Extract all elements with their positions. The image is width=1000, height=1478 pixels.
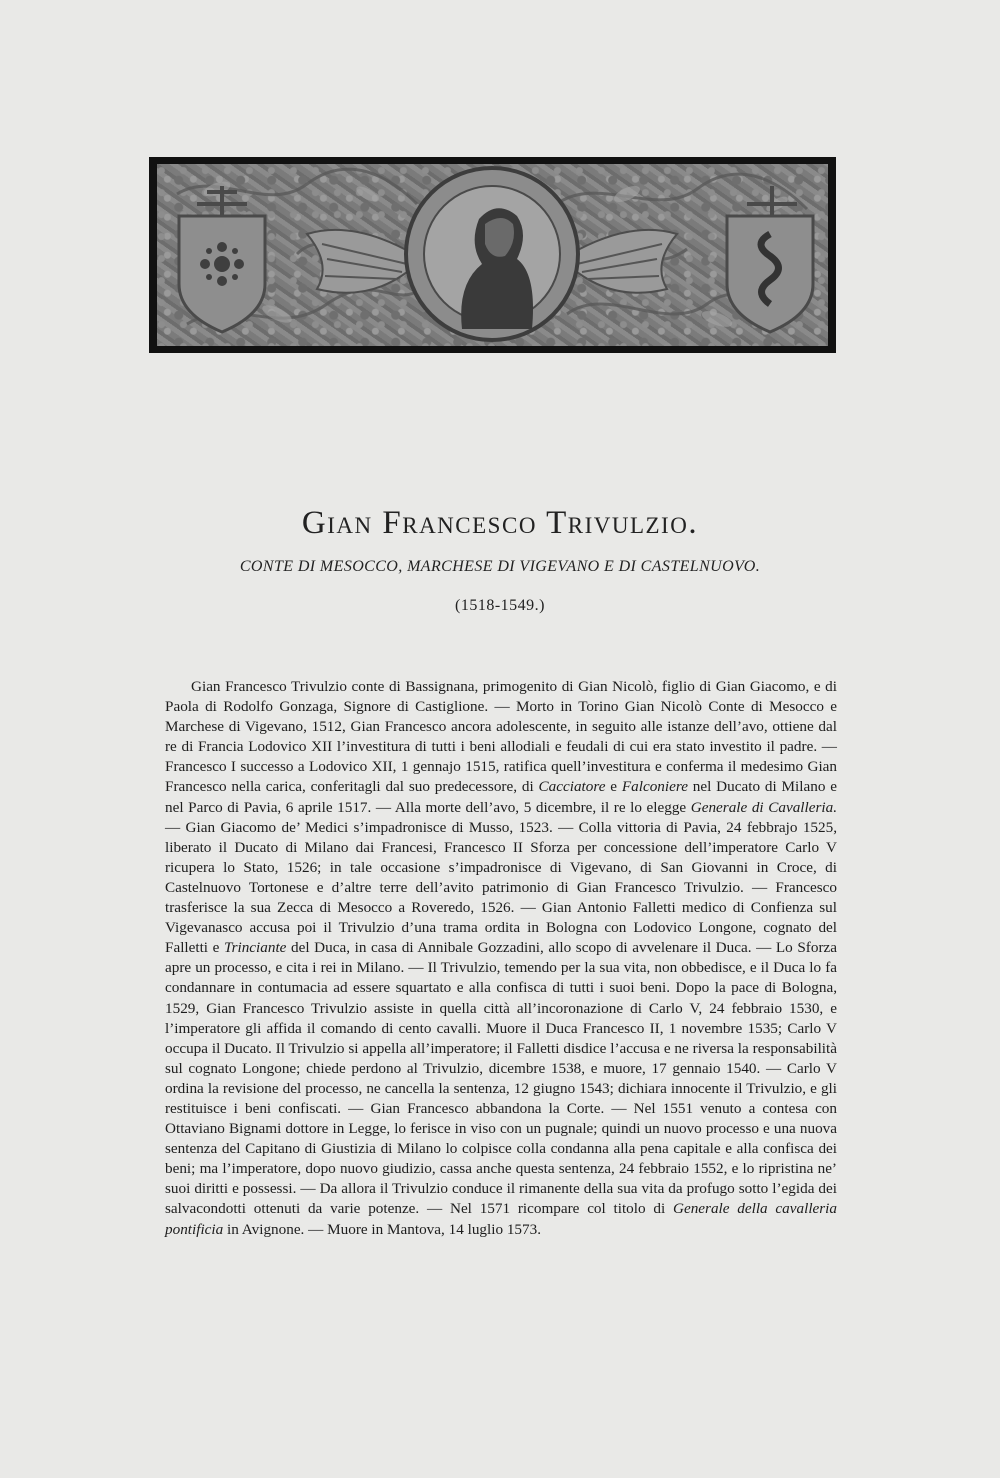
italic-term: Cacciatore <box>538 778 606 796</box>
relief-panel <box>157 164 828 346</box>
biography-text <box>165 677 837 1240</box>
right-coat-of-arms <box>727 186 813 332</box>
biography-paragraph <box>165 677 837 1240</box>
italic-term: Trinciante <box>223 939 287 957</box>
italic-term: Falconiere <box>621 778 688 796</box>
text-run: in Avignone. — Muore in Mantova, 14 luglio 1573. <box>223 1220 542 1238</box>
text-run: Gian Francesco Trivulzio conte di Bassignana, primogenito di Gian Nicolò, figlio di Gian Giacomo, e di Paola di Rodolfo Gonzaga, Signore di Castiglione. — Morto in Torino Gian Nicolò Conte di Mesocco e Marchese di Vigevano, 1512, Gian Francesco ancora adolescente, in seguito alle istanze dell’avo, ottiene dal re di Francia Lodovico XII l’investitura di tutti i beni allodiali e feudali di cui era stato investito il padre. — Francesco I successo a Lodovico XII, 1 gennajo 1515, ratifica quell’investitura e conferma il medesimo Gian Francesco nella carica, conferitagli dal suo predecessore, di <box>165 678 837 796</box>
italic-term: Generale di Cavalleria. <box>690 798 837 816</box>
page-title: Gian Francesco Trivulzio. <box>301 505 699 541</box>
text-run: — Gian Giacomo de’ Medici s’impadronisce di Musso, 1523. — Colla vittoria di Pavia, 24 febbrajo 1525, liberato il Ducato di Milano dai Francesi, Francesco II Sforza per concessione dell’imperatore Carlo V ricupera lo Stato, 1526; in tale occasione s’impadronisce di Vigevano, di San Giovanni in Croce, di Castelnuovo Tortonese e d’altre terre dell’avito patrimonio di Gian Francesco Trivulzio. — Francesco trasferisce la sua Zecca di Mesocco a Roveredo, 1526. — Gian Antonio Falletti medico di Confienza sul Vigevanasco accusa poi il Trivulzio d’una trama ordita in Bologna con Lodovico Longone, cognato del Falletti e <box>165 818 837 957</box>
relief-drawing <box>157 164 828 346</box>
text-run: e <box>605 778 622 796</box>
text-run: nel Ducato di Milano e nel Parco di Pavia, 6 aprile 1517. — Alla morte dell’avo, 5 dicembre, il re lo elegge <box>165 778 837 816</box>
page-subtitle: CONTE DI MESOCCO, MARCHESE DI VIGEVANO E DI CASTELNUOVO. <box>239 558 761 575</box>
text-run: del Duca, in casa di Annibale Gozzadini, allo scopo di avvelenare il Duca. — Lo Sforza apre un processo, e cita i rei in Milano. — Il Trivulzio, temendo per la sua vita, non obbedisce, e il Duca lo fa condannare in contumacia ad essere squartato e alla confisca di tutti i suoi beni. Dopo la pace di Bologna, 1529, Gian Francesco Trivulzio assiste in quella città all’incoronazione di Carlo V, 24 febbraio 1530, e l’imperatore gli affida il comando di cento cavalli. Muore il Duca Francesco II, 1 novembre 1535; Carlo V occupa il Ducato. Il Trivulzio si appella all’imperatore; il Falletti disdice l’accusa e ne riversa la responsabilità sul cognato Longone; chiede perdono al Trivulzio, dicembre 1538, e muore, 17 gennaio 1540. — Carlo V ordina la revisione del processo, ne cancella la sentenza, 12 giugno 1543; dichiara innocente il Trivulzio, e gli restituisce i beni confiscati. — Gian Francesco abbandona la Corte. — Nel 1551 venuto a contesa con Ottaviano Bignami dottore in Legge, lo ferisce in viso con un pugnale; quindi un nuovo processo e una nuova sentenza del Capitano di Giustizia di Milano lo colpisce colla condanna alla pena capitale e alla confisca dei beni; ma l’imperatore, dopo nuovo giudizio, cassa anche questa sentenza, 24 febbraio 1552, e lo ripristina ne’ suoi diritti e possessi. — Da allora il Trivulzio conduce il rimanente della sua vita da profugo sotto l’egida dei salvacondotti ottenuti da varie potenze. — Nel 1571 ricompare col titolo di <box>165 939 837 1218</box>
relief-illustration <box>149 157 836 353</box>
left-coat-of-arms <box>179 186 265 332</box>
italic-term: Generale della cavalleria pontificia <box>165 1200 838 1238</box>
central-medallion <box>406 168 578 340</box>
life-dates: (1518-1549.) <box>455 597 545 614</box>
